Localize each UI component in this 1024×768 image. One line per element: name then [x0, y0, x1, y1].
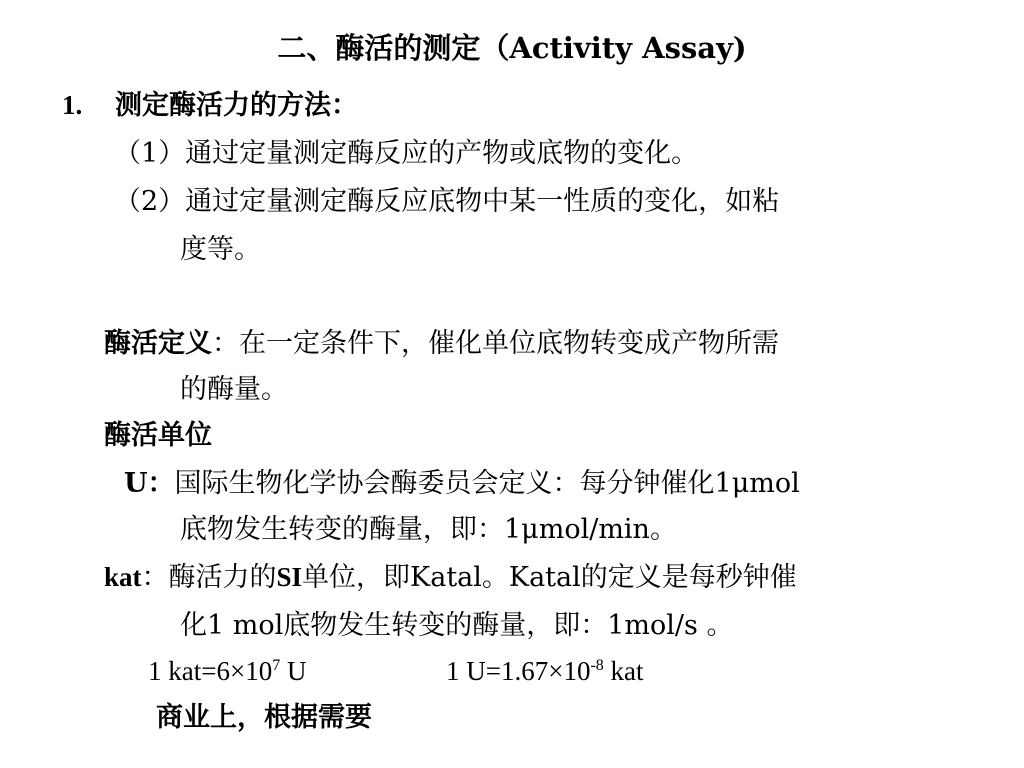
unit-heading: 酶活单位 [104, 420, 212, 451]
method-item-2-line1: （2）通过定量测定酶反应底物中某一性质的变化，如粘 [114, 186, 780, 217]
u-unit-label: U： [124, 468, 175, 499]
definition-text: 在一定条件下，催化单位底物转变成产物所需 [239, 328, 779, 359]
method-item-1: （1）通过定量测定酶反应的产物或底物的变化。 [114, 138, 699, 169]
conversion-right-base: 1 U=1.67×10 [446, 656, 591, 686]
kat-unit-colon: ： [141, 562, 169, 593]
definition-label: 酶活定义 [104, 328, 212, 359]
commercial-note: 商业上，根据需要 [156, 702, 372, 733]
conversion-u-to-kat [446, 658, 644, 685]
kat-unit-line1 [104, 564, 797, 591]
u-unit-text: 国际生物化学协会酶委员会定义：每分钟催化1μmol [174, 468, 800, 499]
u-unit-line2: 底物发生转变的酶量，即：1μmol/min。 [180, 514, 677, 545]
kat-unit-text-b: 单位，即Katal。Katal的定义是每秒钟催 [302, 562, 797, 593]
conversion-kat-to-u [148, 658, 306, 685]
conversion-right-unit: kat [603, 656, 644, 686]
definition-line2: 的酶量。 [180, 374, 288, 405]
definition-line1 [104, 330, 779, 357]
kat-unit-line2: 化1 mol底物发生转变的酶量，即：1mol/s 。 [180, 610, 734, 641]
method-item-2-line2: 度等。 [180, 234, 261, 265]
kat-unit-text-a: 酶活力的 [168, 562, 277, 593]
section-number: 1. [62, 90, 83, 120]
conversion-right-exponent: -8 [590, 657, 604, 674]
conversion-left-unit: U [280, 656, 307, 686]
conversion-left-base: 1 kat=6×10 [148, 656, 273, 686]
u-unit-line1 [124, 470, 800, 497]
kat-unit-label: kat [104, 562, 142, 592]
section-heading: 测定酶活力的方法： [115, 90, 358, 121]
page-title: 二、酶活的测定（Activity Assay) [277, 31, 747, 65]
kat-unit-si: SI [276, 562, 303, 592]
conversion-left-exponent: 7 [272, 657, 281, 674]
definition-colon: ： [212, 328, 239, 359]
